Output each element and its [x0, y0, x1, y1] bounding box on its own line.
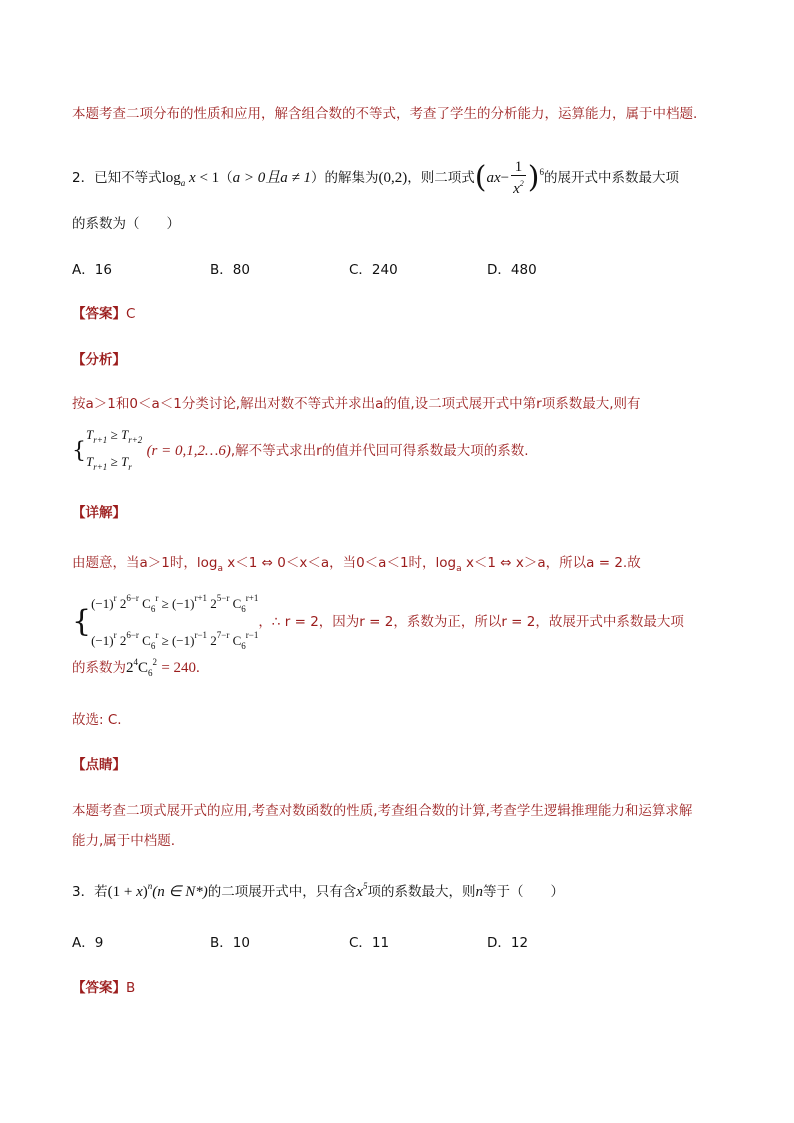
analysis-label: 【分析】 [72, 352, 126, 368]
detail-conclusion: 故选: C. [72, 712, 122, 728]
q2-answer [72, 302, 135, 322]
detail-result: = 240. [161, 660, 200, 676]
answer-label: 【答案】 [72, 306, 126, 322]
q2-log: $\log_a x < 1$ [161, 170, 220, 188]
q3-answer: 【答案】B [72, 980, 136, 996]
question-2-stem: 2．已知不等式$\log_a x < 1(a > 0$且a ≠ 1）的解集为(0,2)，则二项式(ax− $\frac{1}{x^2}$ )$^6$的展开式中系数最大项 [72, 159, 680, 197]
q2-option-b: B．80 [210, 262, 250, 278]
q2-condition: a > 0且a ≠ 1 [232, 170, 312, 186]
question-2-line2: 的系数为（ ） [72, 216, 180, 232]
comment-line2: 能力,属于中档题. [72, 833, 176, 849]
summary-text: 本题考查二项分布的性质和应用，解含组合数的不等式，考查了学生的分析能力，运算能力，属于中档题. [72, 106, 698, 122]
q3-condition: (n ∈ N*) [152, 884, 208, 900]
q2-option-c: C．240 [349, 262, 398, 278]
q2-option-a: A．16 [72, 262, 112, 278]
answer3-value: B [126, 980, 136, 996]
detail-line1: 由题意，当a＞1时，$\log_a x<1$ ⇔ 0＜x＜a，当0＜a＜1时，$\log_a x<1$ ⇔ x＞a，所以a = 2.故 [72, 555, 641, 574]
analysis-line2: ,解不等式求出r的值并代回可得系数最大项的系数. [230, 443, 529, 459]
q3-option-b: B．10 [210, 935, 250, 951]
q2-option-d: D．480 [487, 262, 537, 278]
analysis-line1: 按a＞1和0＜a＜1分类讨论,解出对数不等式并求出a的值,设二项式展开式中第r项系数最大,则有 [72, 396, 641, 412]
q2-interval: (0,2) [378, 170, 408, 186]
detail-system-result: ，∴ r = 2，因为r = 2，系数为正，所以r = 2，故展开式中系数最大项 [258, 614, 684, 630]
comment-line1: 本题考查二项式展开式的应用,考查对数函数的性质,考查组合数的计算,考查学生逻辑推理能力和运算求解 [72, 803, 693, 819]
answer-value: C [126, 306, 136, 322]
q2-binomial-expression: ( [474, 160, 487, 195]
q3-option-d: D．12 [487, 935, 529, 951]
q2-solution-text: ）的解集为 [311, 170, 379, 186]
q3-option-c: C．11 [349, 935, 390, 951]
q2-number: 2．已知不等式 [72, 170, 162, 186]
detail-line3: 的系数为$2^4C_6^2 = 240$. [72, 657, 200, 678]
analysis-system: {$T_{r+1} \ge T_{r+2}$ $T_{r+1} \ge T_r$ (r = 0,1,2…6),解不等式求出r的值并代回可得系数最大项的系数. [72, 427, 529, 472]
q3-option-a: A．9 [72, 935, 104, 951]
detail-label: 【详解】 [72, 505, 126, 521]
comment-label: 【点睛】 [72, 757, 126, 773]
q2-tail: 的展开式中系数最大项 [544, 170, 680, 186]
q2-paren-open: （ [219, 170, 233, 186]
analysis-range: (r = 0,1,2…6) [146, 443, 231, 459]
detail-system: {$(-1)^r$ $2^{6-r}$ $C_6^r \ge (-1)^{r+1}$ $2^{5-r}$ $C_6^{r+1}$ $(-1)^r$ $2^{6-r}$ $C_6^r \ge (-1)^{r-1}$ $2^{7-r}$ $C_6^{r-1}$，∴ r = 2，因为r = 2，系数为正，所以r = 2，故展开式中系数最大项 [72, 593, 684, 651]
q2-binomial-text: ，则二项式 [407, 170, 475, 186]
question-3-stem: 3．若$(1 + x)^n(n$ ∈ N*)的二项展开式中，只有含$x^5$项的系数最大，则n等于（ ） [72, 881, 564, 900]
